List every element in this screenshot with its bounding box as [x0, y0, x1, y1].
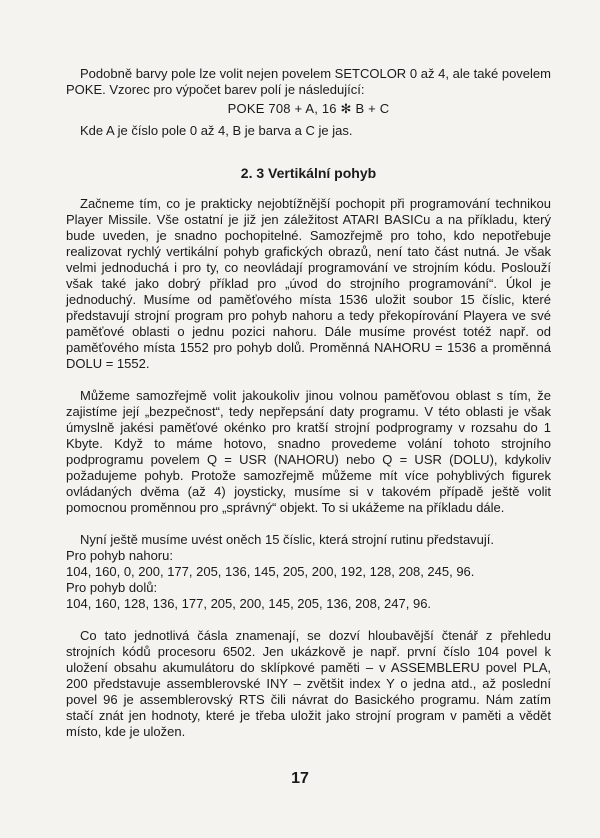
paragraph-1: Začneme tím, co je prakticky nejobtížnější pochopit při programování technikou Player Missile. Vše ostatní je již jen záležitost ATARI BASICu a na příkladu, který bude uveden, je snadno pochopitelné. Samozřejmě pro toho, kdo nepotřebuje realizovat rychlý vertikální pohyb grafických obrazů, není tato část nutná. Je však velmi jednoduchá i pro ty, co neovládají programování ve strojním kódu. Poslouží však také jako dobrý příklad pro „úvod do strojního programování“. Úkol je jednoduchý. Musíme od paměťového místa 1536 uložit soubor 15 číslic, které představují strojní program pro pohyb nahoru a tedy překopírování Playera ve své paměťové oblasti o jednu pozici nahoru. Dále musíme provést totéž např. od paměťového místa 1552 pro pohyb dolů. Proměnná NAHORU = 1536 a proměnná DOLU = 1552. — [66, 196, 551, 371]
paragraph-4: Co tato jednotlivá čásla znamenají, se dozví hloubavější čtenář z přehledu strojních kódů procesoru 6502. Jen ukázkově je např. první číslo 104 povel k uložení obsahu akumulátoru do sklípkové paměti – v ASSEMBLERU povel PLA, 200 představuje assemblerovské INY – zvětšit index Y o jedna atd., až poslední povel 96 je assemblerovský RTS čili návrat do Basického programu. Nám zatím stačí znát jen hodnoty, které je třeba uložit jako strojní program v paměti a vědět místo, kde je uložen. — [66, 628, 551, 739]
poke-formula: POKE 708 + A, 16 ✻ B + C — [227, 101, 390, 116]
down-values: 104, 160, 128, 136, 177, 205, 200, 145, 205, 136, 208, 247, 96. — [66, 596, 432, 611]
page-body — [66, 66, 551, 740]
page-number: 17 — [291, 770, 309, 787]
up-values: 104, 160, 0, 200, 177, 205, 136, 145, 205, 200, 192, 128, 208, 245, 96. — [66, 564, 475, 579]
formula-explanation: Kde A je číslo pole 0 až 4, B je barva a C je jas. — [80, 123, 353, 138]
paragraph-2: Můžeme samozřejmě volit jakoukoliv jinou volnou paměťovou oblast s tím, že zajistíme její „bezpečnost“, tedy nepřepsání daty programu. V této oblasti je však úmyslně jakési paměťové okénko pro kratší strojní podprogramy v rozsahu do 1 Kbyte. Když to máme hotovo, snadno provedeme volání tohoto strojního podprogramu povelem Q = USR (NAHORU) nebo Q = USR (DOLU), kdykoliv požadujeme pohyb. Protože samozřejmě můžeme mít více pohyblivých figurek ovládaných dvěma (až 4) joysticky, musíme si v takovém případě ještě volit pomocnou proměnnou pro „správný“ objekt. To si ukážeme na příkladu dále. — [66, 388, 551, 515]
intro-paragraph: Podobně barvy pole lze volit nejen povelem SETCOLOR 0 až 4, ale také povelem POKE. Vzorec pro výpočet barev polí je následující: — [66, 66, 551, 97]
down-label: Pro pohyb dolů: — [66, 580, 158, 595]
section-heading: 2. 3 Vertikální pohyb — [240, 165, 377, 181]
paragraph-3-intro: Nyní ještě musíme uvést oněch 15 číslic, která strojní rutinu představují. — [80, 532, 495, 547]
up-label: Pro pohyb nahoru: — [66, 548, 173, 563]
